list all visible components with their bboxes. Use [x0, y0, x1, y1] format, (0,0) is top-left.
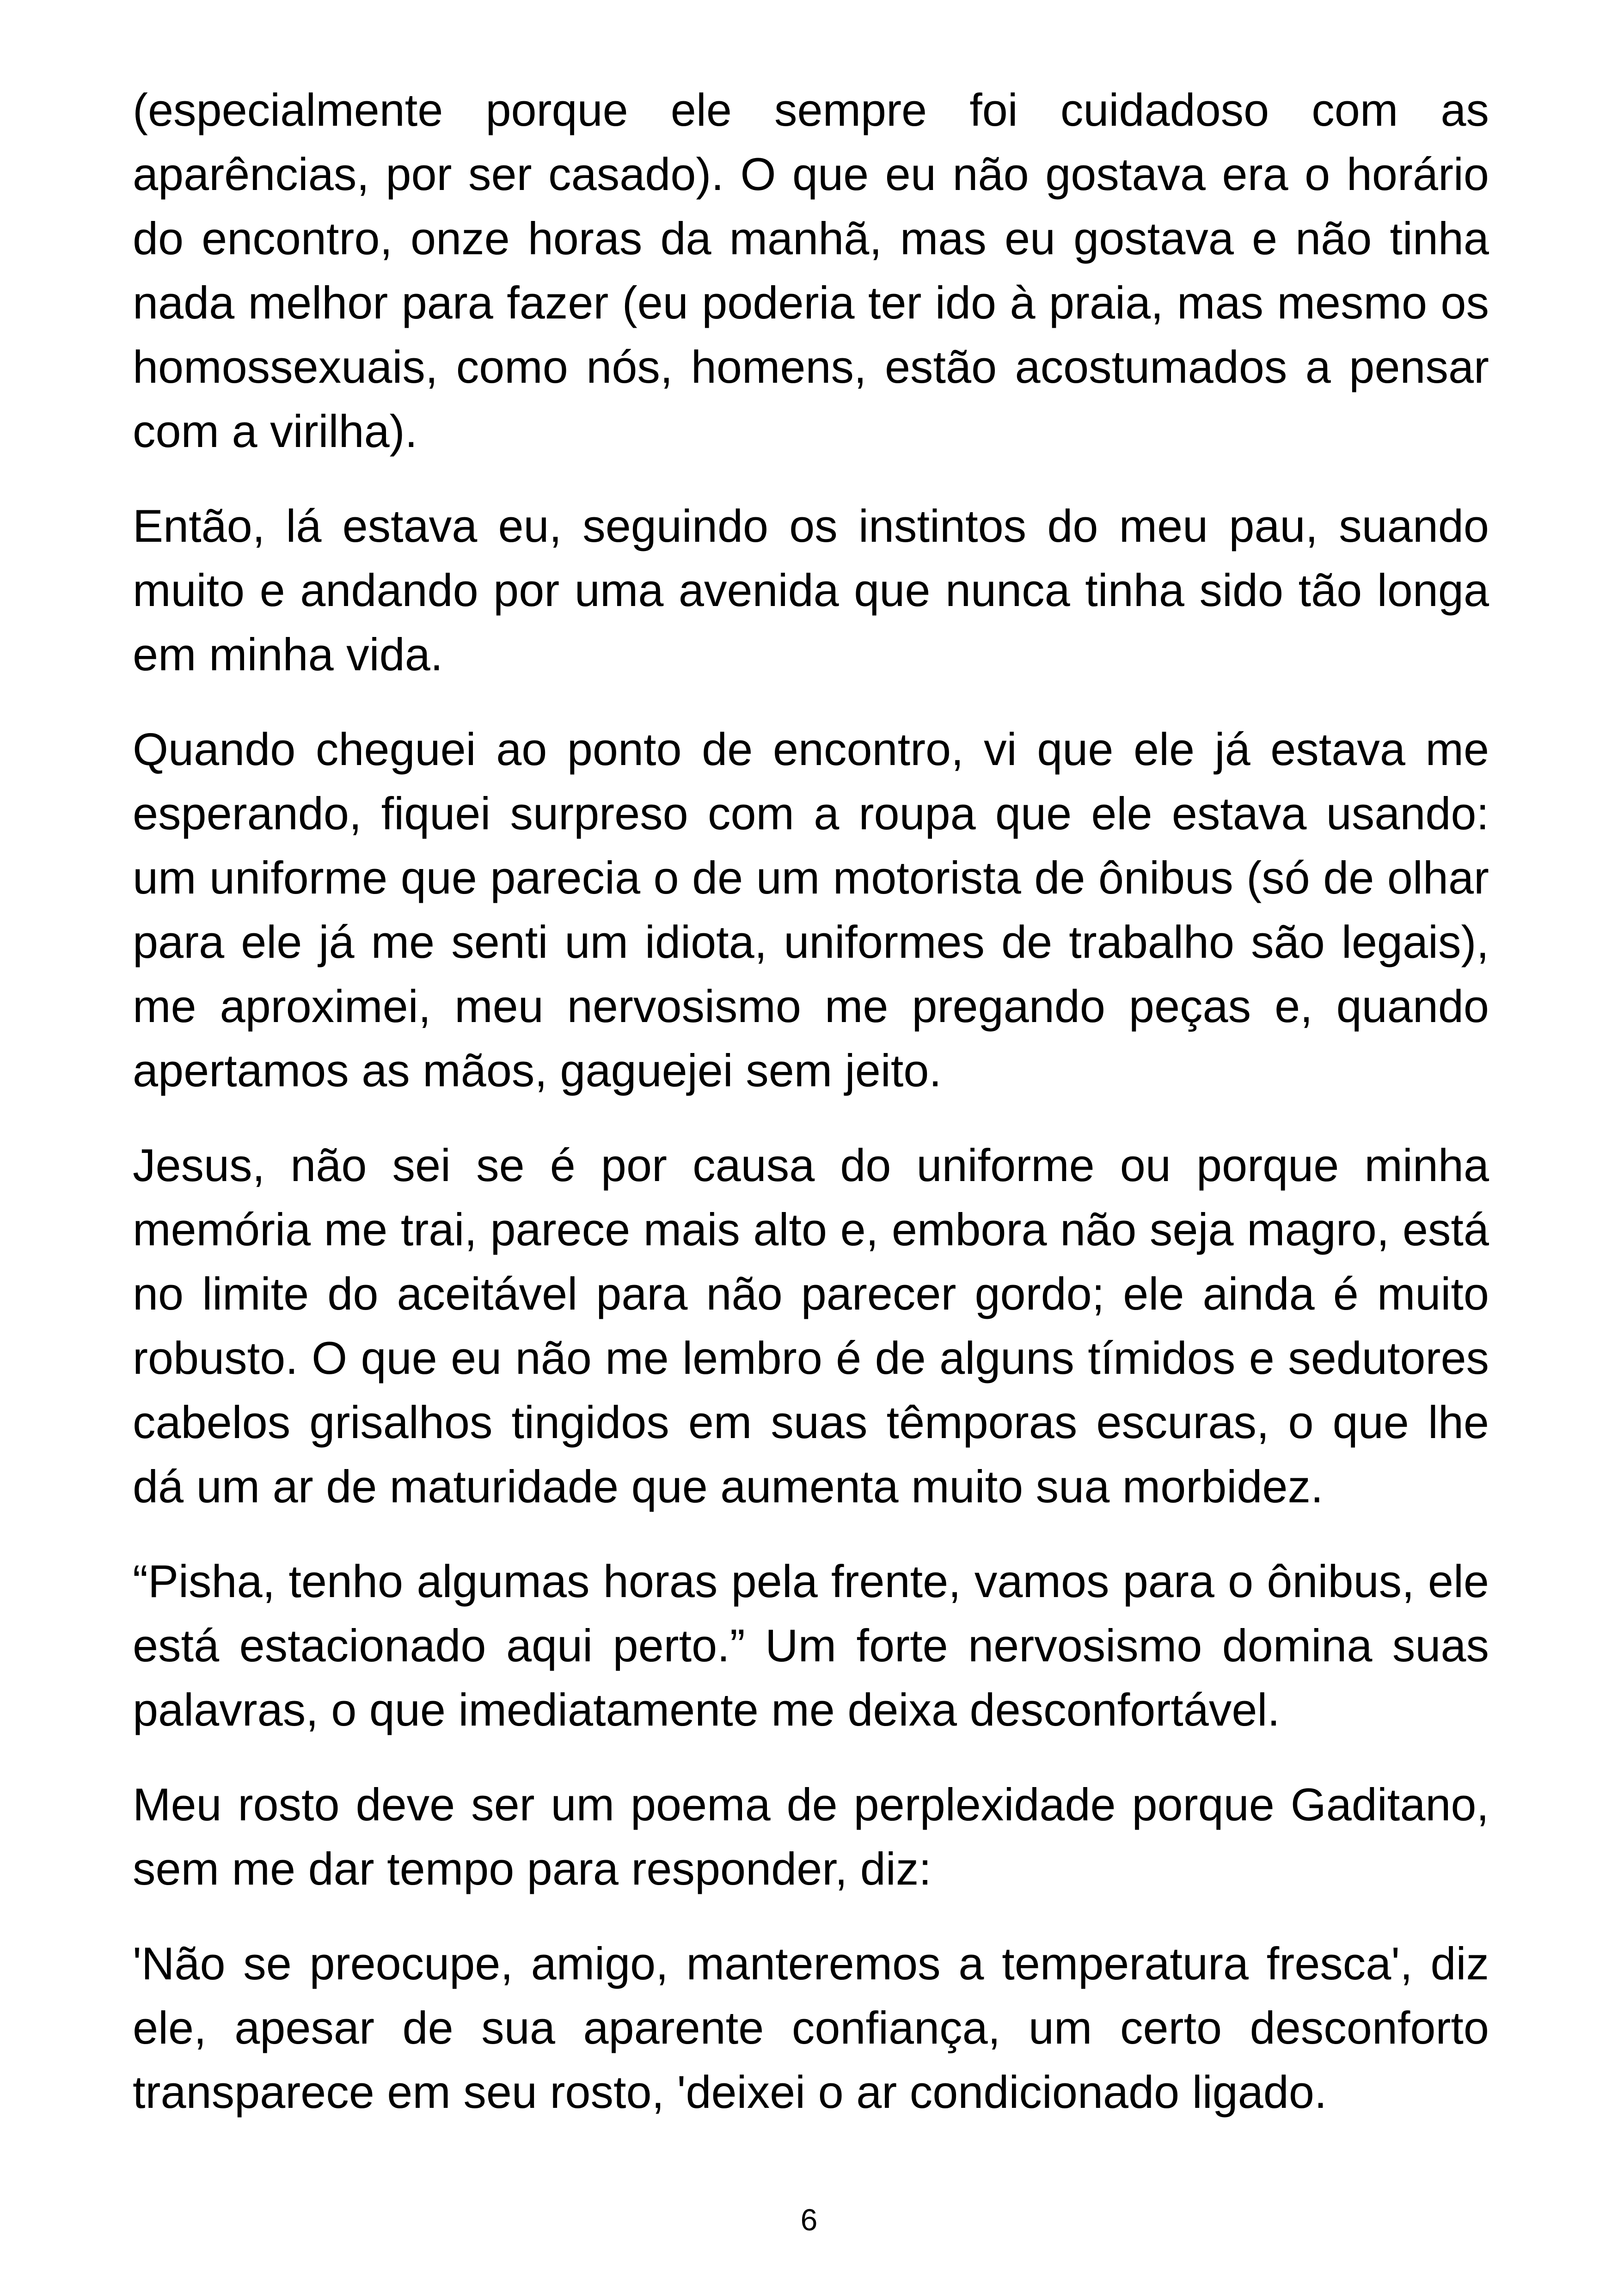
body-text [133, 78, 1489, 2155]
paragraph-1: (especialmente porque ele sempre foi cuidadoso com as aparências, por ser casado). O que eu não gostava era o horário do encontro, onze horas da manhã, mas eu gostava e não tinha nada melhor para fazer (eu poderia ter ido à praia, mas mesmo os homossexuais, como nós, homens, estão acostumados a pensar com a virilha). [133, 84, 1489, 457]
paragraph-4: Jesus, não sei se é por causa do uniforme ou porque minha memória me trai, parece mais alto e, embora não seja magro, está no limite do aceitável para não parecer gordo; ele ainda é muito robusto. O que eu não me lembro é de alguns tímidos e sedutores cabelos grisalhos tingidos em suas têmporas escuras, o que lhe dá um ar de maturidade que aumenta muito sua morbidez. [133, 1139, 1489, 1512]
paragraph-7: 'Não se preocupe, amigo, manteremos a temperatura fresca', diz ele, apesar de sua aparente confiança, um certo desconforto transparece em seu rosto, 'deixei o ar condicionado ligado. [133, 1938, 1489, 2118]
paragraph-6: Meu rosto deve ser um poema de perplexidade porque Gaditano, sem me dar tempo para responder, diz: [133, 1779, 1489, 1894]
page-number: 6 [800, 2203, 818, 2237]
paragraph-3: Quando cheguei ao ponto de encontro, vi que ele já estava me esperando, fiquei surpreso com a roupa que ele estava usando: um uniforme que parecia o de um motorista de ônibus (só de olhar para ele já me senti um idiota, uniformes de trabalho são legais), me aproximei, meu nervosismo me pregando peças e, quando apertamos as mãos, gaguejei sem jeito. [133, 723, 1489, 1096]
paragraph-5: “Pisha, tenho algumas horas pela frente, vamos para o ônibus, ele está estacionado aqui perto.” Um forte nervosismo domina suas palavras, o que imediatamente me deixa desconfortável. [133, 1555, 1489, 1735]
paragraph-2: Então, lá estava eu, seguindo os instintos do meu pau, suando muito e andando por uma avenida que nunca tinha sido tão longa em minha vida. [133, 500, 1489, 680]
